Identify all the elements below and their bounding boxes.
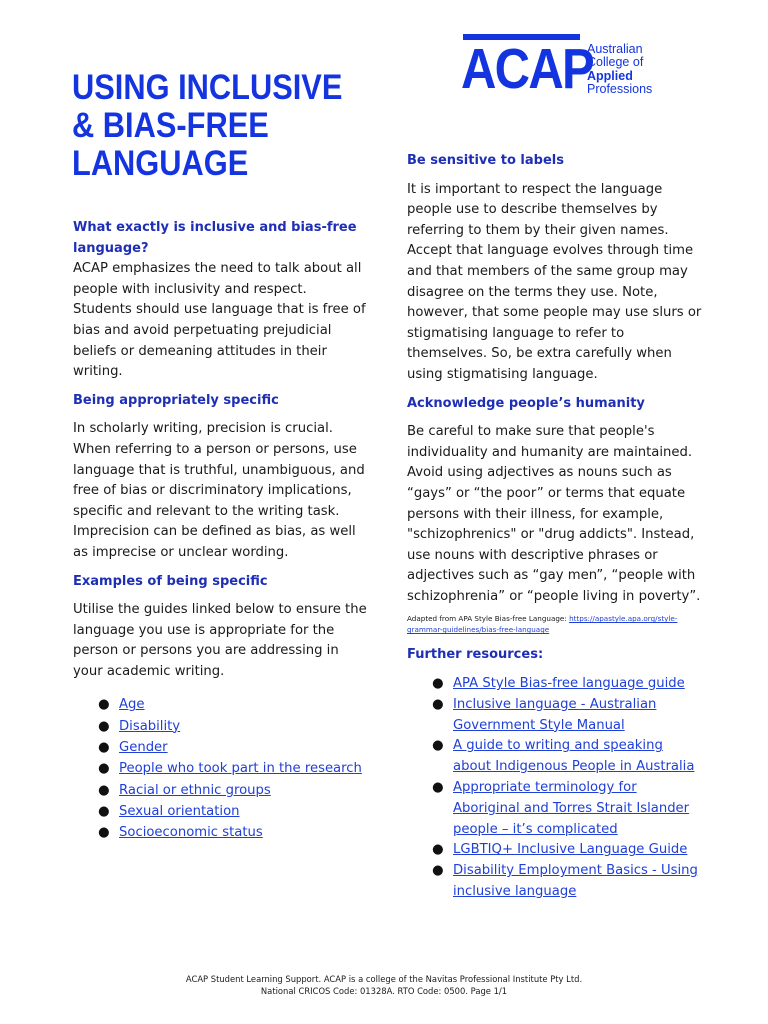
specific-body: In scholarly writing, precision is crucial. When referring to a person or persons, use language that is truthful, unambiguous, and free of bias or discriminatory implications, specific and relevant to the writing task. Imprecision can be defined as bias, as well as imprecise or unclear wording. <box>73 421 365 560</box>
link-research-participants[interactable]: People who took part in the research <box>119 761 362 777</box>
logo-line: College of <box>587 55 644 70</box>
right-column <box>407 151 703 903</box>
page-footer <box>0 974 768 997</box>
examples-body: Utilise the guides linked below to ensure the language you use is appropriate for the person or persons you are addressing in your academic writing. <box>73 602 367 679</box>
list-item <box>432 736 703 778</box>
logo-line: Applied <box>587 68 633 83</box>
examples-link-list <box>98 694 369 843</box>
list-item <box>432 840 703 861</box>
link-racial-ethnic[interactable]: Racial or ethnic groups <box>119 782 271 798</box>
logo-line: Professions <box>587 82 653 97</box>
list-item <box>98 716 369 737</box>
further-resources-heading: Further resources: <box>407 647 544 663</box>
what-heading: What exactly is inclusive and bias-free language? <box>73 220 357 256</box>
acap-logo <box>463 34 683 104</box>
list-item <box>432 695 703 737</box>
link-disability[interactable]: Disability <box>119 718 181 734</box>
bullet-icon: ● <box>98 697 110 713</box>
adapted-note <box>407 613 703 635</box>
bullet-icon: ● <box>98 803 110 819</box>
bullet-icon: ● <box>98 761 110 777</box>
footer-line: National CRICOS Code: 01328A. RTO Code: 0500. Page 1/1 <box>260 985 508 996</box>
specific-heading: Being appropriately specific <box>73 392 279 408</box>
link-sexual-orientation[interactable]: Sexual orientation <box>119 803 240 819</box>
apa-source-link[interactable]: https://apastyle.apa.org/style-grammar-guidelines/bias-free-language <box>407 614 678 635</box>
bullet-icon: ● <box>98 718 110 734</box>
labels-heading: Be sensitive to labels <box>407 153 564 168</box>
bullet-icon: ● <box>432 696 444 712</box>
list-item <box>432 861 703 903</box>
humanity-body: Be careful to make sure that people's individuality and humanity are maintained. Avoid using adjectives as nouns such as “gays” or “the poor” or terms that equate persons with their illness, for example, "schizophrenics" or "drug addicts". Instead, use nouns with descriptive phrases or adjectives such as “gay men”, “people with schizophrenia” or “people living in poverty”. <box>407 424 701 604</box>
left-column <box>73 218 369 844</box>
list-item <box>432 674 703 695</box>
bullet-icon: ● <box>432 738 444 754</box>
what-body: ACAP emphasizes the need to talk about all people with inclusivity and respect. Students should use language that is free of bias and avoid perpetuating prejudicial beliefs or demeaning attitudes in their writing. <box>73 261 366 380</box>
title-line: LANGUAGE <box>72 144 249 183</box>
list-item <box>98 694 369 715</box>
link-age[interactable]: Age <box>119 697 145 713</box>
link-socioeconomic[interactable]: Socioeconomic status <box>119 825 263 841</box>
logo-college-name <box>587 43 652 97</box>
title-line: & BIAS-FREE <box>72 106 269 145</box>
link-disability-employment[interactable]: Disability Employment Basics - Using inclusive language <box>453 863 698 900</box>
link-apa-guide[interactable]: APA Style Bias-free language guide <box>453 676 685 692</box>
link-gender[interactable]: Gender <box>119 740 168 756</box>
labels-body: It is important to respect the language people use to describe themselves by referring to them by their given names. Accept that language evolves through time and that members of the same group may disagree on the terms they use. Note, however, that some people may use slurs or stigmatising language to refer to themselves. So, be extra carefully when using stigmatising language. <box>407 181 702 382</box>
page-title <box>72 69 342 183</box>
list-item <box>98 801 369 822</box>
humanity-heading: Acknowledge people’s humanity <box>407 395 645 411</box>
list-item <box>98 737 369 758</box>
link-lgbtiq-guide[interactable]: LGBTIQ+ Inclusive Language Guide <box>453 842 688 858</box>
bullet-icon: ● <box>98 740 110 756</box>
bullet-icon: ● <box>432 780 444 796</box>
logo-line: Australian <box>587 42 643 56</box>
bullet-icon: ● <box>432 842 444 858</box>
link-indigenous-guide[interactable]: A guide to writing and speaking about Indigenous People in Australia <box>453 738 695 775</box>
list-item <box>432 778 703 840</box>
resources-link-list <box>432 674 703 903</box>
logo-wordmark: ACAP <box>461 37 594 101</box>
examples-heading: Examples of being specific <box>73 573 268 589</box>
bullet-icon: ● <box>432 676 444 692</box>
list-item <box>98 780 369 801</box>
link-style-manual[interactable]: Inclusive language - Australian Government Style Manual <box>453 696 657 733</box>
list-item <box>98 822 369 843</box>
bullet-icon: ● <box>98 825 110 841</box>
bullet-icon: ● <box>432 863 444 879</box>
list-item <box>98 758 369 779</box>
bullet-icon: ● <box>98 782 110 798</box>
footer-line: ACAP Student Learning Support. ACAP is a college of the Navitas Professional Institute Pty Ltd. <box>185 974 583 984</box>
link-terminology[interactable]: Appropriate terminology for Aboriginal and Torres Strait Islander people – it’s complicated <box>453 780 690 837</box>
adapted-text: Adapted from APA Style Bias-free Language: <box>407 614 570 624</box>
title-line: USING INCLUSIVE <box>72 68 343 107</box>
